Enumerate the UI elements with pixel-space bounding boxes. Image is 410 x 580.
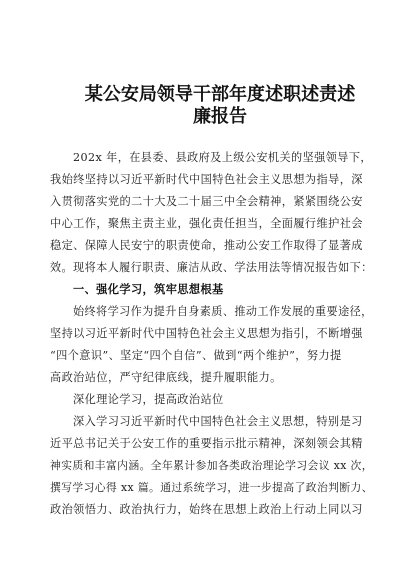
body-line: 我始终坚持以习近平新时代中国特色社会主义思想为指导，深	[50, 173, 363, 186]
body-line: 高政治站位，严守纪律底线，提升履职能力。	[50, 371, 282, 384]
document-title-line-2: 廉报告	[192, 106, 248, 127]
body-line: 神实质和丰富内涵。全年累计参加各类政治理论学习会议 xx 次，	[50, 459, 373, 472]
body-line: 近平总书记关于公安工作的重要指示批示精神，深刻领会其精	[50, 437, 363, 450]
body-line: 202x 年，在县委、县政府及上级公安机关的坚强领导下，	[73, 151, 372, 164]
body-line: “四个意识”、坚定“四个自信”、做到“两个维护”，努力提	[50, 349, 342, 362]
body-line: 中心工作，聚焦主责主业，强化责任担当，全面履行维护社会	[50, 217, 363, 230]
body-line: 始终将学习作为提升自身素质、推动工作发展的重要途径，	[73, 305, 373, 318]
body-line: 政治领悟力、政治执行力，始终在思想上政治上行动上同以习	[50, 503, 363, 516]
body-line: 稳定、保障人民安宁的职责使命，推动公安工作取得了显著成	[50, 239, 363, 252]
body-line: 效。现将本人履行职责、廉洁从政、学法用法等情况报告如下：	[50, 261, 373, 274]
body-line: 坚持以习近平新时代中国特色社会主义思想为指引，不断增强	[50, 327, 363, 340]
body-line: 入贯彻落实党的二十大及二十届三中全会精神，紧紧围绕公安	[50, 195, 363, 208]
subsection-heading: 深化理论学习，提高政治站位	[73, 393, 224, 406]
document-title-line-1: 某公安局领导干部年度述职述责述	[84, 84, 356, 105]
body-line: 撰写学习心得 xx 篇。通过系统学习，进一步提高了政治判断力、	[50, 481, 373, 494]
section-heading: 一、强化学习，筑牢思想根基	[73, 282, 224, 296]
body-line: 深入学习习近平新时代中国特色社会主义思想，特别是习	[73, 415, 363, 428]
